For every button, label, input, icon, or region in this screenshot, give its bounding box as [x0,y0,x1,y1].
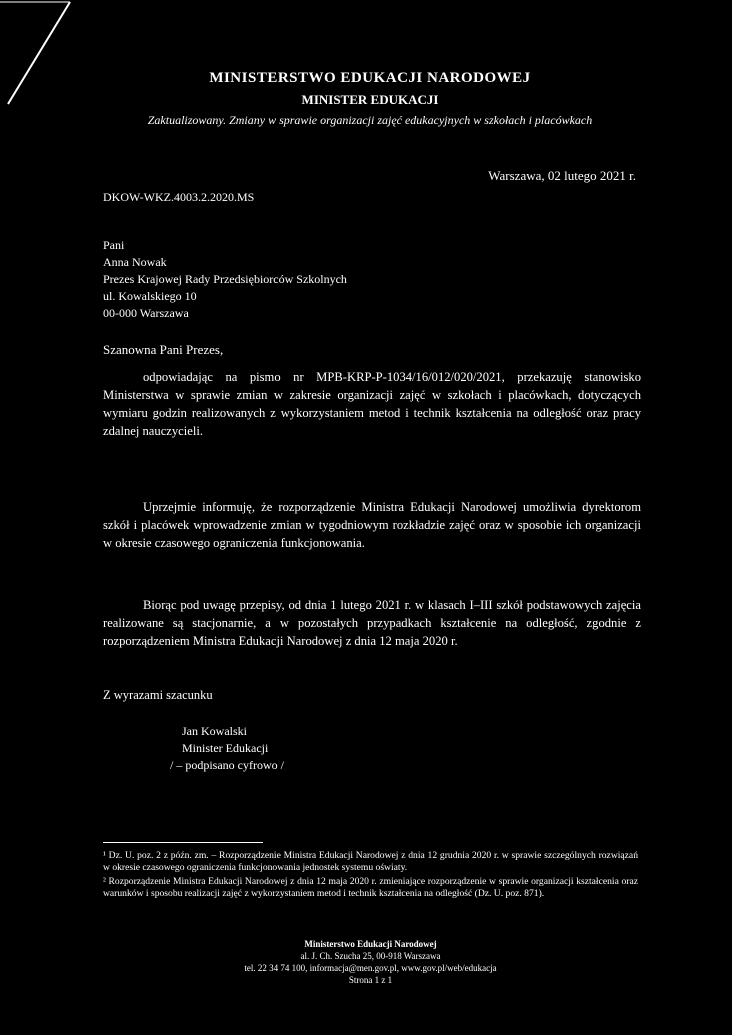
footer-line: al. J. Ch. Szucha 25, 00-918 Warszawa [300,951,441,961]
ministry-name: MINISTERSTWO EDUKACJI NARODOWEJ [209,70,531,86]
addressee-line: ul. Kowalskiego 10 [103,289,197,303]
footnote-divider [103,842,263,843]
signatory-title: Minister Edukacji [182,741,269,755]
footer-line: tel. 22 34 74 100, informacja@men.gov.pl, www.gov.pl/web/edukacja [244,963,497,973]
addressee-block [103,237,347,322]
addressee-line: Pani [103,238,125,252]
addressee-line: Anna Nowak [103,255,167,269]
footnote-1: ¹ Dz. U. poz. 2 z późn. zm. – Rozporządzenie Ministra Edukacji Narodowej z dnia 12 grudnia 2020 r. w sprawie szczególnych rozwiązań w okresie czasowego ograniczenia funkcjonowania jednostek systemu oświaty. [103,850,638,873]
signature-block [170,723,284,774]
body-paragraph-2: Uprzejmie informuję, że rozporządzenie Ministra Edukacji Narodowej umożliwia dyrektorom szkół i placówek wprowadzenie zmian w tygodniowym rozkładzie zajęć oraz w sposobie ich organizacji w okresie czasowego ograniczenia funkcjonowania. [103,500,641,550]
signature-note: / – podpisano cyfrowo / [170,758,284,772]
minister-title: MINISTER EDUKACJI [301,92,439,107]
place-date: Warszawa, 02 lutego 2021 r. [488,168,636,183]
page-footer [103,938,638,986]
footer-line: Ministerstwo Edukacji Narodowej [304,939,437,949]
scan-corner-mark [0,0,80,110]
signatory-name: Jan Kowalski [182,724,247,738]
addressee-line: Prezes Krajowej Rady Przedsiębiorców Szkolnych [103,272,347,286]
page-number: Strona 1 z 1 [348,975,393,985]
letter-subtitle: Zaktualizowany. Zmiany w sprawie organizacji zajęć edukacyjnych w szkołach i placówkach [147,113,593,127]
reference-number: DKOW-WKZ.4003.2.2020.MS [103,190,255,204]
footnotes [103,850,638,902]
salutation: Szanowna Pani Prezes, [103,342,224,357]
letterhead [100,68,640,128]
footnote-2: ² Rozporządzenie Ministra Edukacji Narodowej z dnia 12 maja 2020 r. zmieniające rozporządzenie w sprawie organizacji kształcenia oraz warunków i sposobu realizacji zajęć z wykorzystaniem metod i technik kształcenia na odległość (Dz. U. poz. 871). [103,876,638,899]
body-paragraph-3: Biorąc pod uwagę przepisy, od dnia 1 lutego 2021 r. w klasach I–III szkół podstawowych zajęcia realizowane są stacjonarnie, a w pozostałych przypadkach kształcenie na odległość, zgodnie z rozporządzeniem Ministra Edukacji Narodowej z dnia 12 maja 2020 r. [103,598,641,648]
body-paragraph-1: odpowiadając na pismo nr MPB-KRP-P-1034/16/012/020/2021, przekazuję stanowisko Ministerstwa w sprawie zmian w zakresie organizacji zajęć w szkołach i placówkach, dotyczących wymiaru godzin realizowanych z wykorzystaniem metod i technik kształcenia na odległość oraz pracy zdalnej nauczycieli. [103,370,641,438]
closing-phrase: Z wyrazami szacunku [103,688,213,702]
addressee-line: 00-000 Warszawa [103,306,189,320]
